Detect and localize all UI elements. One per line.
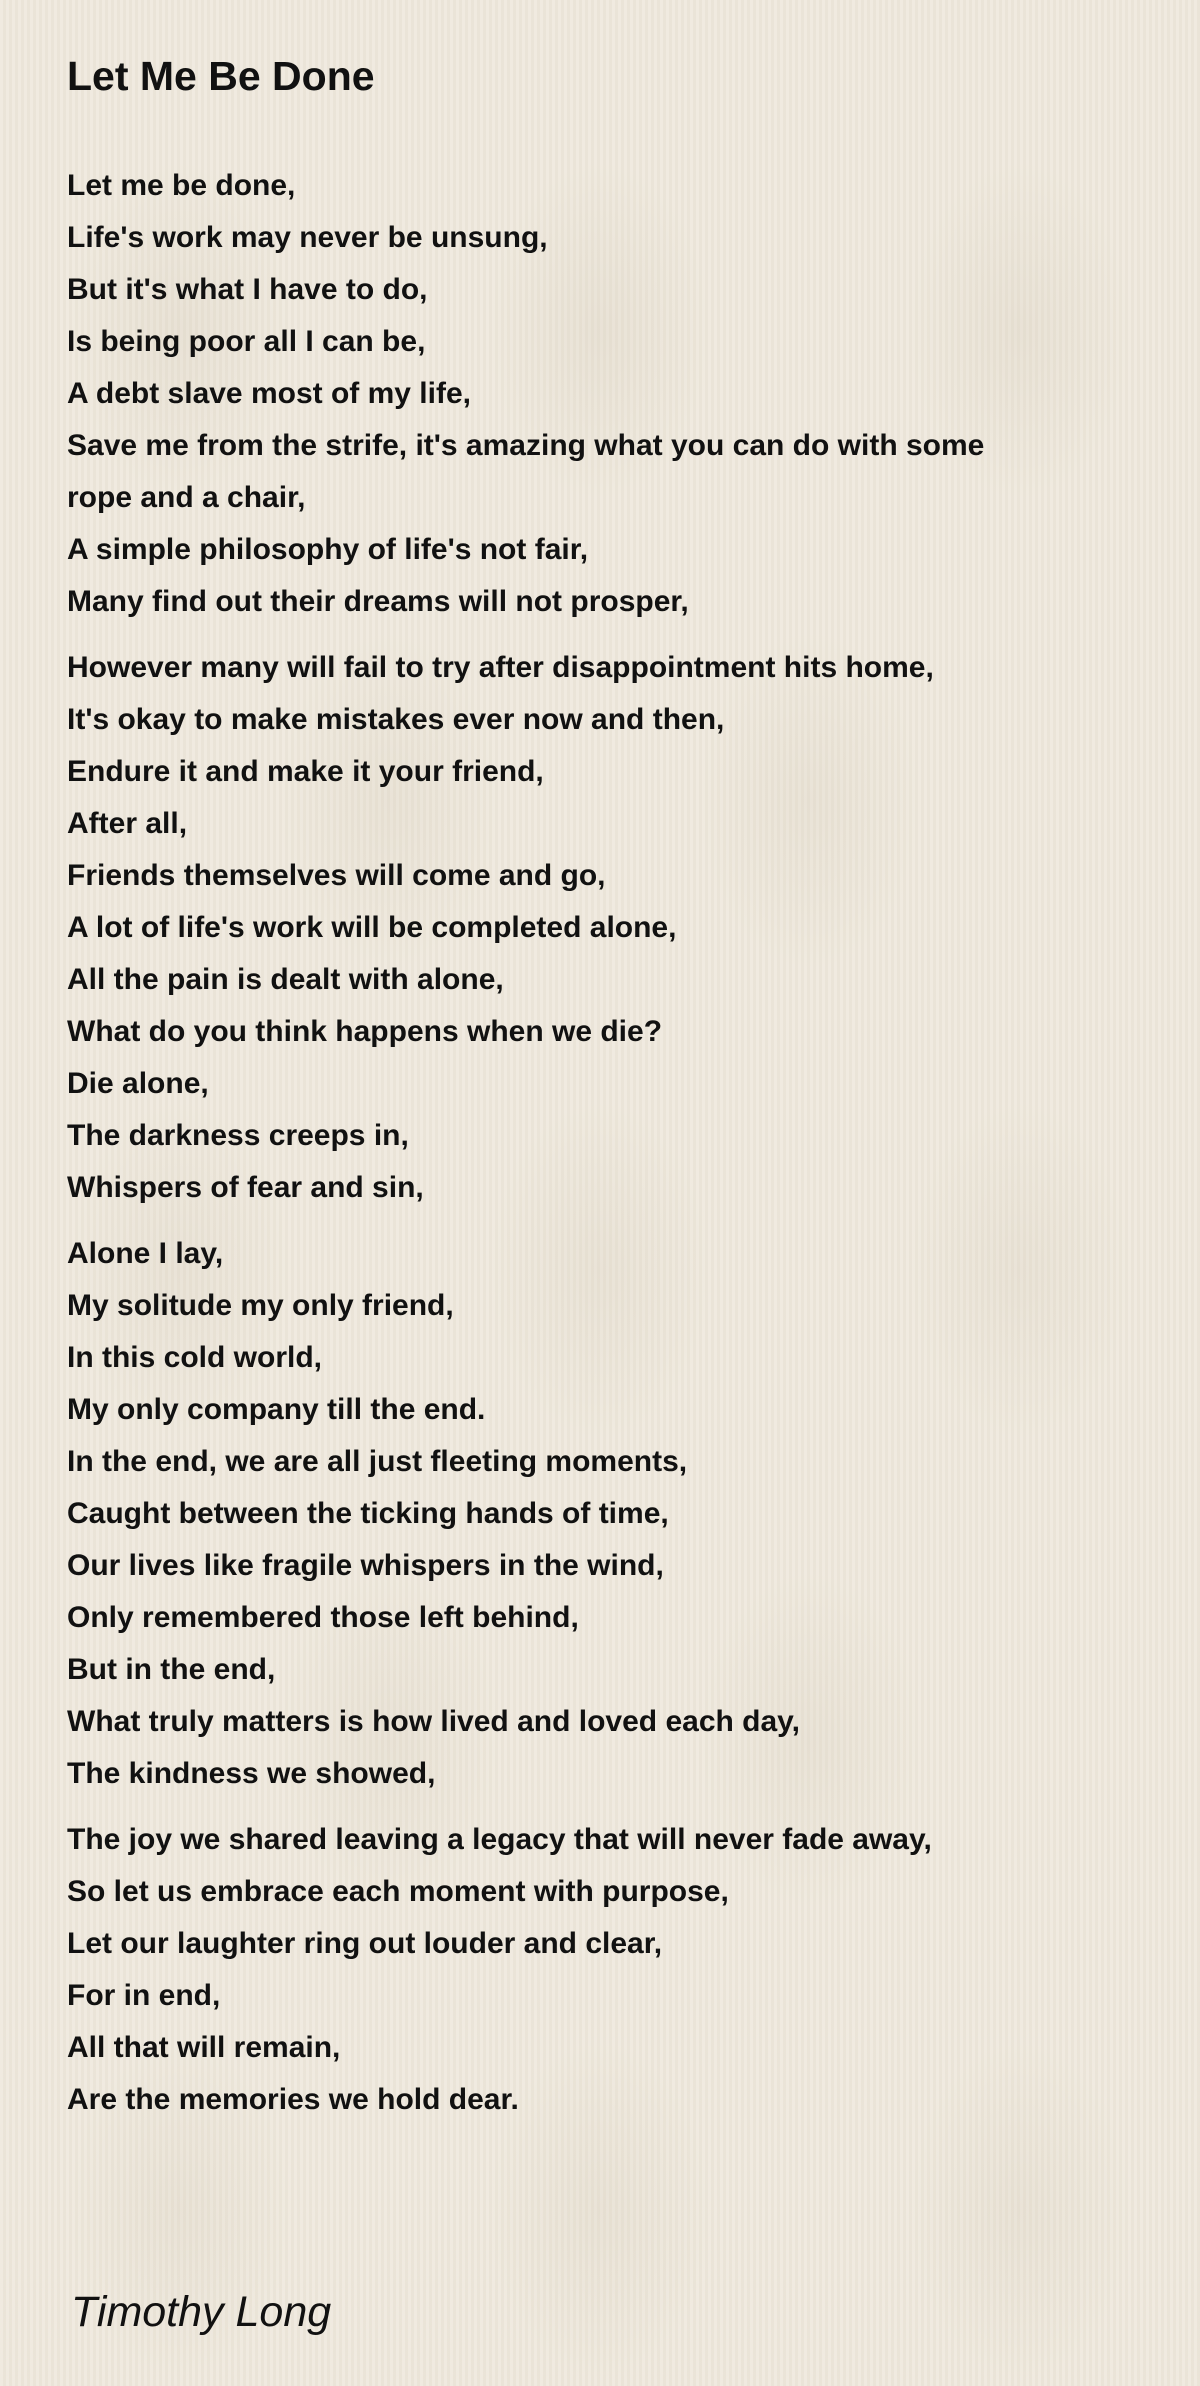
poem-body: [67, 160, 1147, 2126]
stanza-4: [67, 1814, 1147, 2126]
poem-line: Only remembered those left behind,: [67, 1601, 579, 1634]
poem-line: rope and a chair,: [67, 481, 306, 514]
stanza-3: [67, 1228, 1147, 1800]
poem-line: For in end,: [67, 1979, 221, 2012]
poem-line: A lot of life's work will be completed alone,: [67, 911, 677, 944]
poem-line: Our lives like fragile whispers in the wind,: [67, 1549, 664, 1582]
poem-line: My solitude my only friend,: [67, 1289, 454, 1322]
poem-line: Let me be done,: [67, 169, 296, 202]
poem-line: Alone I lay,: [67, 1237, 224, 1270]
poem-line: My only company till the end.: [67, 1393, 486, 1426]
poem-line: However many will fail to try after disappointment hits home,: [67, 651, 934, 684]
poem-line: Let our laughter ring out louder and clear,: [67, 1927, 663, 1960]
poem-line: Save me from the strife, it's amazing what you can do with some: [67, 429, 985, 462]
stanza-2: [67, 642, 1147, 1214]
poem-line: What do you think happens when we die?: [67, 1015, 663, 1048]
poem-line: Life's work may never be unsung,: [67, 221, 548, 254]
poem-line: After all,: [67, 807, 188, 840]
poem-line: Friends themselves will come and go,: [67, 859, 606, 892]
poem-line: The joy we shared leaving a legacy that will never fade away,: [67, 1823, 932, 1856]
poem-line: Die alone,: [67, 1067, 209, 1100]
poem-line: Endure it and make it your friend,: [67, 755, 544, 788]
stanza-1: [67, 160, 1147, 628]
poem-line: All that will remain,: [67, 2031, 341, 2064]
poem-title: Let Me Be Done: [67, 53, 375, 99]
poem-page: [67, 48, 1147, 2178]
poem-author: Timothy Long: [71, 2288, 332, 2336]
poem-line: A simple philosophy of life's not fair,: [67, 533, 589, 566]
poem-line: Caught between the ticking hands of time,: [67, 1497, 669, 1530]
poem-line: A debt slave most of my life,: [67, 377, 471, 410]
poem-line: So let us embrace each moment with purpose,: [67, 1875, 729, 1908]
poem-line: But it's what I have to do,: [67, 273, 428, 306]
poem-line: Many find out their dreams will not prosper,: [67, 585, 689, 618]
poem-line: In the end, we are all just fleeting moments,: [67, 1445, 688, 1478]
poem-line: Are the memories we hold dear.: [67, 2083, 519, 2116]
poem-line: The darkness creeps in,: [67, 1119, 409, 1152]
poem-line: Whispers of fear and sin,: [67, 1171, 424, 1204]
poem-line: It's okay to make mistakes ever now and then,: [67, 703, 725, 736]
poem-line: All the pain is dealt with alone,: [67, 963, 504, 996]
poem-line: But in the end,: [67, 1653, 276, 1686]
poem-line: Is being poor all I can be,: [67, 325, 426, 358]
poem-line: The kindness we showed,: [67, 1757, 436, 1790]
poem-line: What truly matters is how lived and loved each day,: [67, 1705, 800, 1738]
poem-line: In this cold world,: [67, 1341, 322, 1374]
